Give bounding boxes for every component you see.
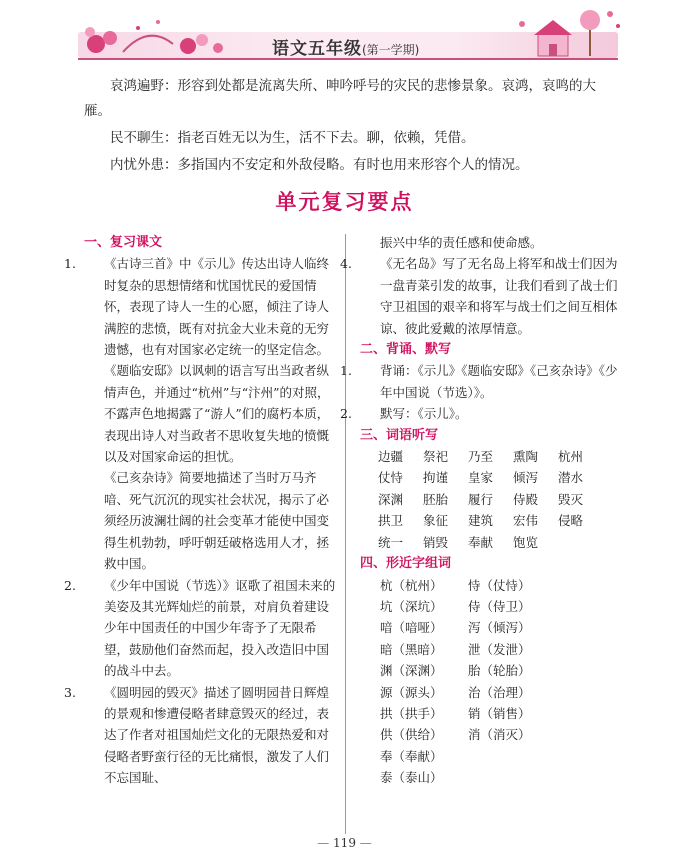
character-word: 渊（深渊） xyxy=(380,663,443,679)
word: 统一 xyxy=(378,534,404,550)
word: 拘谨 xyxy=(423,470,449,486)
character-word: 杭（杭州） xyxy=(380,577,443,593)
section-heading: 三、词语听写 xyxy=(360,427,439,443)
character-pair-row xyxy=(380,746,618,767)
character-word: 喑（喑哑） xyxy=(380,620,443,636)
item-number: 1. xyxy=(340,363,352,379)
dictation-word-grid xyxy=(360,446,618,553)
character-pair-row xyxy=(380,617,618,638)
left-column xyxy=(64,232,337,789)
word: 奉献 xyxy=(468,534,494,550)
review-item xyxy=(64,253,337,360)
word: 深渊 xyxy=(378,491,404,507)
review-item xyxy=(340,253,618,339)
word: 杭州 xyxy=(558,449,584,465)
column-divider xyxy=(345,234,346,834)
word: 毁灭 xyxy=(558,491,584,507)
item-number: 1. xyxy=(64,256,76,272)
book-subtitle: (第一学期) xyxy=(362,43,420,57)
item-text: 《己亥杂诗》简要地描述了当时万马齐喑、死气沉沉的现实社会状况，揭示了必须经历波澜壮阔的社会变革才能使中国变得生机勃勃，呼吁朝廷破格选用人才，拯救中国。 xyxy=(104,470,330,572)
house-tree-decoration-icon xyxy=(510,4,630,60)
word-row xyxy=(378,489,618,510)
item-text: 《圆明园的毁灭》描述了圆明园昔日辉煌的景观和惨遭侵略者肆意毁灭的经过，表达了作者对祖国灿烂文化的无限热爱和对侵略者野蛮行径的无比痛恨，激发了人们不忘国耻、 xyxy=(104,684,330,786)
word: 侵略 xyxy=(558,513,584,529)
character-pair-row xyxy=(380,596,618,617)
section-heading: 二、背诵、默写 xyxy=(360,342,452,358)
character-word: 恃（仗恃） xyxy=(468,577,531,593)
word: 履行 xyxy=(468,491,494,507)
character-pair-row xyxy=(380,660,618,681)
recite-item xyxy=(340,360,618,403)
character-word: 泰（泰山） xyxy=(380,770,443,786)
word: 潜水 xyxy=(558,470,584,486)
word: 边疆 xyxy=(378,449,404,465)
item-number: 3. xyxy=(64,684,76,700)
page-number-dash-left: — xyxy=(317,836,334,850)
glossary-entry: 民不聊生：指老百姓无以为生，活不下去。聊，依赖，凭借。 xyxy=(110,130,475,146)
word: 侍殿 xyxy=(513,491,539,507)
word-row xyxy=(378,510,618,531)
page-title: 单元复习要点 xyxy=(275,190,414,214)
character-word: 胎（轮胎） xyxy=(468,663,531,679)
character-word: 侍（侍卫） xyxy=(468,598,531,614)
character-word: 拱（拱手） xyxy=(380,705,443,721)
word: 乃至 xyxy=(468,449,494,465)
book-title xyxy=(272,34,419,59)
word: 拱卫 xyxy=(378,513,404,529)
item-text: 《少年中国说（节选）》讴歌了祖国未来的美姿及其光辉灿烂的前景，对肩负着建设少年中国责任的中国少年寄予了无限希望，鼓励他们奋然而起，投入改造旧中国的战斗中去。 xyxy=(104,577,336,679)
character-pair-row xyxy=(380,575,618,596)
page-header xyxy=(0,0,689,62)
character-pair-row xyxy=(380,767,618,788)
word: 仗恃 xyxy=(378,470,404,486)
character-word: 奉（奉献） xyxy=(380,748,443,764)
right-column xyxy=(340,232,618,789)
character-pair-row xyxy=(380,703,618,724)
item-text: 《无名岛》写了无名岛上将军和战士们因为一盘青菜引发的故事，让我们看到了战士们守卫祖国的艰辛和将军与战士们之间互相体谅、彼此爱戴的浓厚情意。 xyxy=(380,256,618,336)
word: 祭祀 xyxy=(423,449,449,465)
character-word: 源（源头） xyxy=(380,684,443,700)
item-number: 2. xyxy=(64,577,76,593)
character-word: 治（治理） xyxy=(468,684,531,700)
item-text: 默写：《示儿》。 xyxy=(380,406,468,422)
word: 象征 xyxy=(423,513,449,529)
character-word: 泄（发泄） xyxy=(468,641,531,657)
review-item xyxy=(64,682,337,789)
character-pair-row xyxy=(380,682,618,703)
similar-character-list xyxy=(360,575,618,789)
item-number: 4. xyxy=(340,256,352,272)
glossary-entry: 哀鸿遍野：形容到处都是流离失所、呻吟呼号的灾民的悲惨景象。哀鸿，哀鸣的大雁。 xyxy=(84,78,596,119)
page-number-value: 119 xyxy=(333,836,356,850)
character-word: 泻（倾泻） xyxy=(468,620,531,636)
book-title-text: 语文五年级 xyxy=(272,39,362,59)
review-item xyxy=(84,360,337,467)
word: 熏陶 xyxy=(513,449,539,465)
word-row xyxy=(378,446,618,467)
item-text: 背诵：《示儿》《题临安邸》《己亥杂诗》《少年中国说（节选）》。 xyxy=(380,363,618,400)
character-pair-row xyxy=(380,639,618,660)
intro-glossary xyxy=(84,74,614,180)
character-word: 供（供给） xyxy=(380,727,443,743)
item-text: 《古诗三首》中《示儿》传达出诗人临终时复杂的思想情绪和忧国忧民的爱国情怀，表现了诗人一生的心愿，倾注了诗人满腔的悲愤，既有对抗金大业未竟的无穷遗憾，也有对国家必定统一的坚定信念。 xyxy=(104,256,330,358)
page-number xyxy=(0,836,689,850)
item-number: 2. xyxy=(340,406,352,422)
word-row xyxy=(378,532,618,553)
word-row xyxy=(378,467,618,488)
character-pair-row xyxy=(380,724,618,745)
word: 建筑 xyxy=(468,513,494,529)
word: 饱览 xyxy=(513,534,539,550)
item-text: 《题临安邸》以讽刺的语言写出当政者纵情声色，并通过“杭州”与“汴州”的对照，不露声色地揭露了“游人”们的腐朽本质，表现出诗人对当政者不思收复失地的愤慨以及对国家命运的担忧。 xyxy=(104,363,330,465)
page-number-dash-right: — xyxy=(355,836,372,850)
review-item xyxy=(64,575,337,682)
word: 宏伟 xyxy=(513,513,539,529)
word: 皇家 xyxy=(468,470,494,486)
character-word: 坑（深坑） xyxy=(380,598,443,614)
character-word: 暗（黑暗） xyxy=(380,641,443,657)
character-word: 销（销售） xyxy=(468,705,531,721)
recite-item xyxy=(340,403,618,424)
section-heading: 一、复习课文 xyxy=(84,235,163,250)
word: 倾泻 xyxy=(513,470,539,486)
word: 销毁 xyxy=(423,534,449,550)
glossary-entry: 内忧外患：多指国内不安定和外敌侵略。有时也用来形容个人的情况。 xyxy=(110,157,529,173)
character-word: 消（消灭） xyxy=(468,727,531,743)
review-item xyxy=(84,467,337,574)
word: 胚胎 xyxy=(423,491,449,507)
flower-decoration-icon xyxy=(78,14,238,60)
section-heading: 四、形近字组词 xyxy=(360,556,452,572)
continuation-text: 振兴中华的责任感和使命感。 xyxy=(380,235,543,250)
